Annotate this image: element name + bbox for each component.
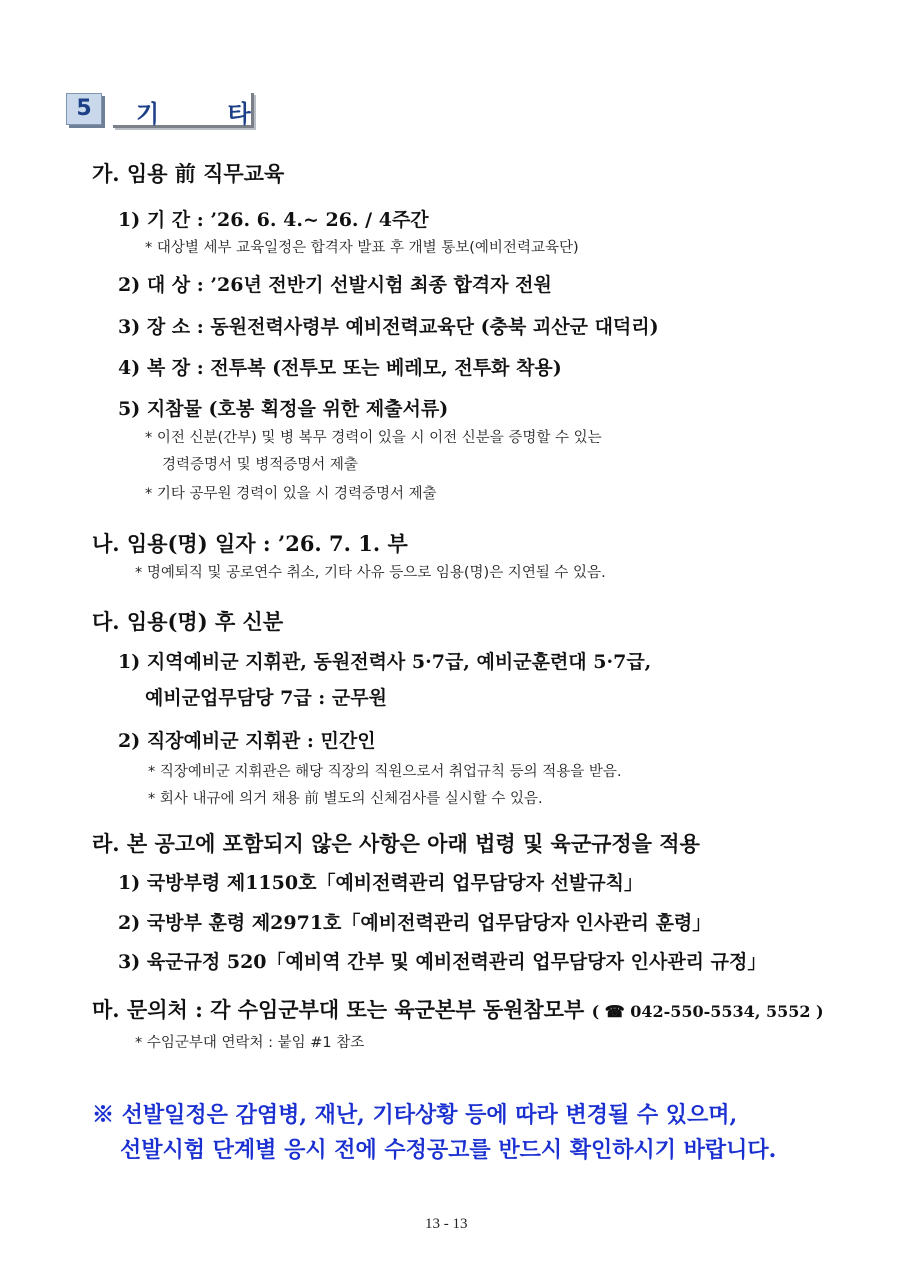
item-c-1-cont: 예비군업무담당 7급 : 군무원	[145, 687, 387, 709]
item-d-3: 3) 육군규정 520「예비역 간부 및 예비전력관리 업무담당자 인사관리 규정」	[118, 951, 767, 973]
item-c-2: 2) 직장예비군 지휘관 : 민간인	[118, 730, 376, 752]
notice-line-2: 선발시험 단계별 응시 전에 수정공고를 반드시 확인하시기 바랍니다.	[120, 1137, 777, 1163]
note-a-5a: * 이전 신분(간부) 및 병 복무 경력이 있을 시 이전 신분을 증명할 수 있는	[145, 430, 602, 446]
note-a-1: * 대상별 세부 교육일정은 합격자 발표 후 개별 통보(예비전력교육단)	[145, 240, 579, 256]
phone-number: ( ☎ 042-550-5534, 5552 )	[591, 1002, 824, 1021]
item-c-1: 1) 지역예비군 지휘관, 동원전력사 5·7급, 예비군훈련대 5·7급,	[118, 651, 652, 673]
heading-e-text: 마. 문의처 : 각 수임군부대 또는 육군본부 동원참모부	[92, 997, 585, 1022]
note-a-5b: * 기타 공무원 경력이 있을 시 경력증명서 제출	[145, 486, 437, 502]
section-number-badge: 5	[66, 93, 102, 125]
page-number: 13 - 13	[425, 1216, 468, 1232]
item-d-2: 2) 국방부 훈령 제2971호「예비전력관리 업무담당자 인사관리 훈령」	[118, 912, 712, 934]
item-a-2: 2) 대 상 : ’26년 전반기 선발시험 최종 합격자 전원	[118, 274, 552, 296]
notice-line-1: ※ 선발일정은 감염병, 재난, 기타상황 등에 따라 변경될 수 있으며,	[92, 1102, 738, 1128]
item-d-1: 1) 국방부령 제1150호「예비전력관리 업무담당자 선발규칙」	[118, 872, 643, 894]
note-a-5a-cont: 경력증명서 및 병적증명서 제출	[162, 457, 358, 473]
heading-c: 다. 임용(명) 후 신분	[92, 609, 284, 634]
note-b: * 명예퇴직 및 공로연수 취소, 기타 사유 등으로 임용(명)은 지연될 수 있음.	[135, 565, 606, 581]
note-e: * 수임군부대 연락처 : 붙임 #1 참조	[135, 1035, 365, 1051]
note-c-1: * 직장예비군 지휘관은 해당 직장의 직원으로서 취업규칙 등의 적용을 받음.	[148, 764, 622, 780]
heading-d: 라. 본 공고에 포함되지 않은 사항은 아래 법령 및 육군규정을 적용	[92, 831, 700, 856]
heading-e	[92, 994, 824, 1024]
heading-a: 가. 임용 前 직무교육	[92, 161, 285, 186]
heading-b: 나. 임용(명) 일자 : ’26. 7. 1. 부	[92, 531, 408, 556]
item-a-4: 4) 복 장 : 전투복 (전투모 또는 베레모, 전투화 착용)	[118, 357, 562, 379]
section-title: 기 타	[136, 100, 281, 128]
item-a-1: 1) 기 간 : ’26. 6. 4.~ 26. / 4주간	[118, 209, 429, 231]
item-a-3: 3) 장 소 : 동원전력사령부 예비전력교육단 (충북 괴산군 대덕리)	[118, 316, 659, 338]
note-c-2: * 회사 내규에 의거 채용 前 별도의 신체검사를 실시할 수 있음.	[148, 791, 543, 807]
item-a-5: 5) 지참물 (호봉 획정을 위한 제출서류)	[118, 398, 449, 420]
